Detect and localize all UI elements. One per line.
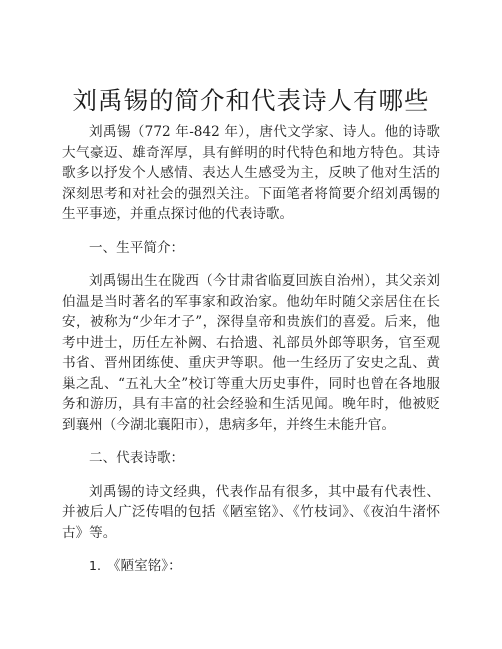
section-heading-poems: 二、代表诗歌： <box>89 450 185 466</box>
poems-paragraph: 刘禹锡的诗文经典，代表作品有很多，其中最有代表性、并被后人广泛传唱的包括《陋室铭》、《竹枝词》、《夜泊牛渚怀古》等。 <box>62 483 440 541</box>
paragraph-gap <box>62 225 440 238</box>
document-body <box>62 122 440 577</box>
paragraph-gap <box>62 435 440 448</box>
list-item-number: 1. <box>89 558 101 573</box>
list-item <box>62 556 440 577</box>
biography-paragraph: 刘禹锡出生在陇西（今甘肃省临夏回族自治州），其父亲刘伯温是当时著名的军事家和政治家。他幼年时随父亲居住在长安，被称为“少年才子”，深得皇帝和贵族们的喜爱。后来，他考中进士，历任左补阙、右拾遗、礼部员外郎等职务，官至观书省、晋州团练使、重庆尹等职。他一生经历了安史之乱、黄巢之乱、“五礼大全”校订等重大历史事件，同时也曾在各地服务和游历，具有丰富的社会经验和生活见闻。晚年时，他被贬到襄州（今湖北襄阳市），患病多年，并终生未能升官。 <box>62 273 440 433</box>
paragraph-gap <box>62 258 440 271</box>
paragraph-gap <box>62 543 440 556</box>
list-item-text: 《陋室铭》： <box>106 558 182 574</box>
paragraph-gap <box>62 469 440 482</box>
intro-paragraph: 刘禹锡（772 年-842 年），唐代文学家、诗人。他的诗歌大气豪迈、雄奇浑厚，具有鲜明的时代特色和地方特色。其诗歌多以抒发个人感情、表达人生感受为主，反映了他对生活的深刻思考和对社会的强烈关注。下面笔者将简要介绍刘禹锡的生平事迹，并重点探讨他的代表诗歌。 <box>62 124 440 222</box>
page-title: 刘禹锡的简介和代表诗人有哪些 <box>72 86 430 115</box>
section-heading-biography: 一、生平简介： <box>89 239 185 256</box>
